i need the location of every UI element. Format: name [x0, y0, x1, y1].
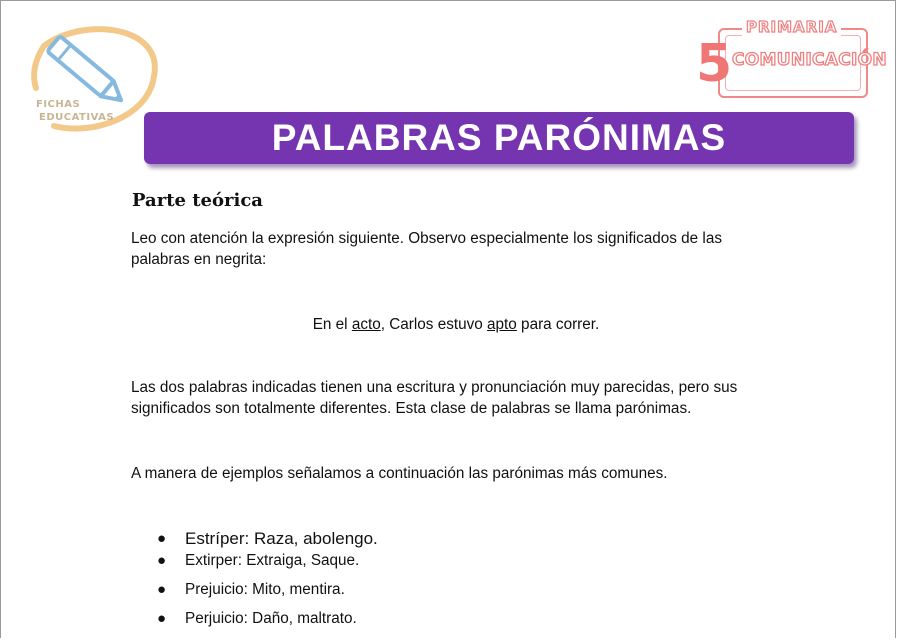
page-title: PALABRAS PARÓNIMAS [271, 117, 727, 158]
logo-grade-number: 5 [696, 34, 733, 94]
example-text-1: En el [312, 316, 352, 333]
logo-text-fichas: FICHAS [36, 99, 81, 110]
list-item [131, 608, 631, 629]
section-heading: Parte teórica [132, 190, 263, 211]
bullet-icon: ● [157, 581, 167, 598]
example-word-acto: acto [351, 316, 381, 333]
logo-level-label: PRIMARIA [742, 18, 841, 36]
list-item [131, 528, 631, 550]
title-banner [144, 112, 854, 164]
definition-paragraph: Las dos palabras indicadas tienen una escritura y pronunciación muy parecidas, pero sus significados son totalmente diferentes. Esta clase de palabras se llama parónimas. [131, 379, 738, 417]
list-item-text: Perjuicio: Daño, maltrato. [185, 610, 357, 627]
bullet-icon: ● [157, 610, 167, 627]
examples-intro-paragraph: A manera de ejemplos señalamos a continuación las parónimas más comunes. [131, 465, 668, 482]
fichas-educativas-logo [14, 16, 164, 141]
logo-text-educativas: EDUCATIVAS [39, 112, 115, 123]
example-word-apto: apto [487, 316, 517, 333]
logo-subject-label: COMUNICACIÓN [732, 50, 887, 70]
bullet-icon: ● [157, 530, 167, 547]
bullet-icon: ● [157, 552, 167, 569]
paronym-list [131, 528, 631, 629]
example-text-3: para correr. [516, 316, 600, 333]
list-item-text: Estríper: Raza, abolengo. [185, 529, 378, 548]
list-item-text: Extirper: Extraiga, Saque. [185, 552, 360, 569]
example-sentence [131, 314, 781, 335]
intro-paragraph: Leo con atención la expresión siguiente. Observo especialmente los significados de las palabras en negrita: [131, 230, 722, 268]
list-item [131, 550, 631, 571]
example-text-2: , Carlos estuvo [380, 316, 488, 333]
list-item-text: Prejuicio: Mito, mentira. [185, 581, 345, 598]
primaria-comunicacion-logo [694, 16, 887, 106]
list-item [131, 579, 631, 600]
